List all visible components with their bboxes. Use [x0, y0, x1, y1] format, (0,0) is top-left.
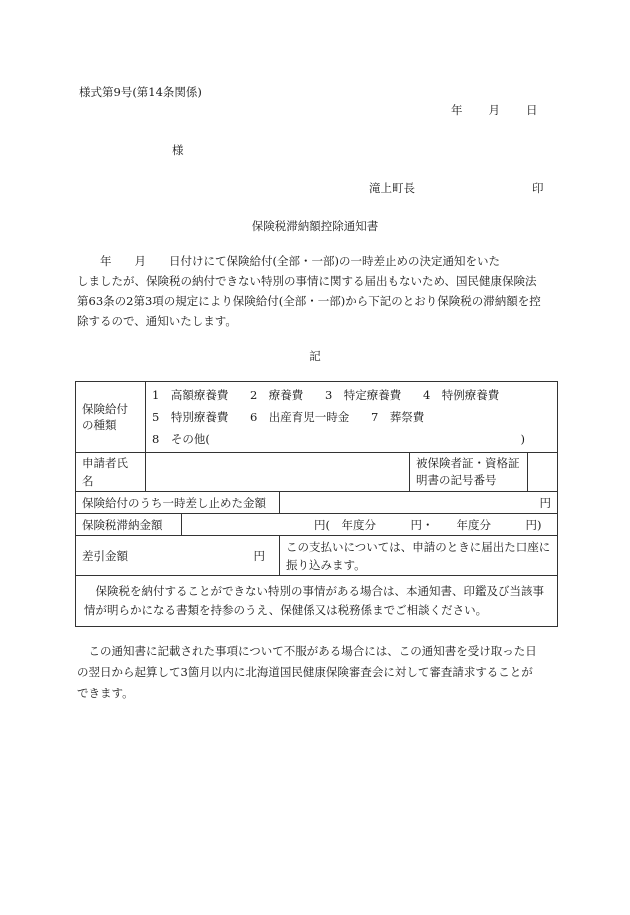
option-item: 7 葬祭費	[370, 410, 425, 424]
option-item: 6 出産育児一時金	[249, 410, 350, 424]
applicant-label: 申請者氏名	[76, 453, 146, 492]
footer-line: の翌日から起算して3箇月以内に北海道国民健康保険審査会に対して審査請求することが	[77, 665, 533, 679]
body-line: 第63条の2第3項の規定により保険給付(全部・一部)から下記のとおり保険税の滞納額を控	[77, 294, 541, 308]
option-item: 5 特別療養費	[152, 410, 229, 424]
suspended-amount-yen: 円	[280, 492, 558, 514]
payment-note: この支払いについては、申請のときに届出た口座に振り込みます。	[280, 536, 558, 576]
date-year: 年	[451, 103, 463, 117]
benefit-type-label: 保険給付の種類	[76, 382, 146, 453]
option-item: 8 その他(	[152, 432, 210, 446]
ki-heading: 記	[309, 349, 321, 363]
footer-line: できます。	[77, 686, 134, 700]
deduction-label	[76, 536, 280, 576]
arrears-label: 保険税滞納金額	[76, 514, 182, 536]
benefit-type-options	[146, 382, 558, 453]
body-line: しましたが、保険税の納付できない特別の事情に関する届出もないため、国民健康保険法	[77, 274, 537, 288]
date-month: 月	[488, 103, 500, 117]
appeal-note	[77, 641, 557, 704]
deduction-label-text: 差引金額	[82, 548, 128, 563]
insured-number-label	[410, 453, 558, 492]
body-paragraph	[77, 251, 557, 331]
issuer-name: 滝上町長	[369, 181, 415, 195]
footer-line: この通知書に記載された事項について不服がある場合には、この通知書を受け取った日	[77, 644, 537, 658]
insured-label-text: 被保険者証・資格証明書の記号番号	[410, 453, 528, 491]
deduction-yen: 円	[253, 549, 265, 563]
option-item: 2 療養費	[249, 388, 304, 402]
form-number: 様式第9号(第14条関係)	[79, 85, 202, 99]
suspended-amount-label: 保険給付のうち一時差し止めた金額	[76, 492, 280, 514]
body-line: 除するので、通知いたします。	[77, 314, 237, 328]
other-close-paren: )	[520, 432, 525, 446]
arrears-detail: 円( 年度分 円・ 年度分 円)	[182, 514, 558, 536]
option-item: 3 特定療養費	[324, 388, 402, 402]
option-item: 1 高額療養費	[152, 388, 229, 402]
special-circumstances-notice: 保険税を納付することができない特別の事情がある場合は、本通知書、印鑑及び当該事情が明らかになる書類を持参のうえ、保健係又は税務係までご相談ください。	[76, 576, 558, 627]
document-title: 保険税滞納額控除通知書	[251, 219, 379, 233]
details-table	[75, 381, 558, 627]
option-item: 4 特例療養費	[422, 388, 500, 402]
date-day: 日	[526, 103, 538, 117]
body-line: 年 月 日付けにて保険給付(全部・一部)の一時差止めの決定通知をいた	[77, 254, 500, 268]
seal-mark: 印	[532, 181, 544, 195]
applicant-value	[146, 453, 410, 492]
addressee-suffix: 様	[172, 143, 184, 157]
insured-number-value	[528, 453, 557, 491]
issue-date	[451, 102, 538, 118]
